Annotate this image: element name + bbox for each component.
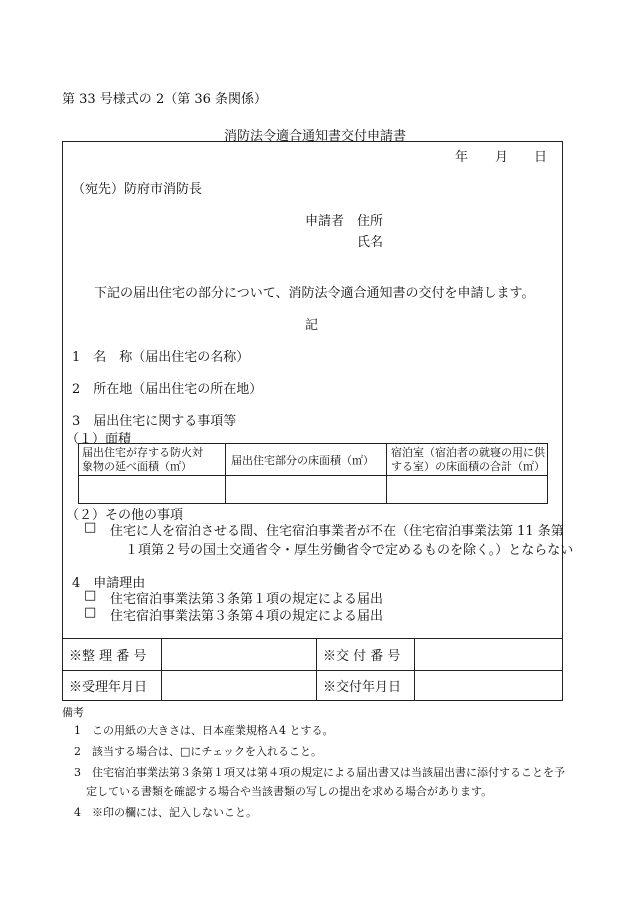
applicant-name-label: 氏名 [357,235,384,250]
seiri-value [162,639,317,671]
area-col3-value[interactable] [387,476,548,504]
area-col1-value[interactable] [79,476,226,504]
koufu-label: ※交 付 番 号 [317,639,415,671]
area-col2-header [226,444,387,476]
other-heading: （２）その他の事項 [66,508,184,523]
area-col3-header [387,444,548,476]
item2-location: 2 所在地（届出住宅の所在地） [72,382,263,397]
note-4: 4 ※印の欄には、記入しないこと。 [74,806,257,819]
reason2-checkbox[interactable]: □ [84,605,97,620]
item1-name: 1 名 称（届出住宅の名称） [72,350,250,365]
area-col1-line1: 届出住宅が存する防火対 [82,445,203,459]
notes-heading: 備考 [62,706,84,719]
note-3-line1: 3 住宅宿泊事業法第３条第１項又は第４項の規定による届出書又は当該届出書に添付することを予 [74,766,565,779]
juri-label: ※受理年月日 [63,671,162,701]
date-month: 月 [495,150,509,165]
juri-value [162,671,317,701]
note-3-line2: 定している書類を確認する場合や当該書類の写しの提出を求める場合があります。 [86,785,493,798]
other-line1: 住宅に人を宿泊させる間、住宅宿泊事業者が不在（住宅宿泊事業法第 11 条第 [110,524,564,539]
koufu-date-value [415,671,563,701]
area-col3-line2: する室）の床面積の合計（㎡） [391,459,545,473]
area-heading: （１）面積 [66,432,132,447]
note-2: 2 該当する場合は、□にチェックを入れること。 [74,745,323,758]
koufu-value [415,639,563,671]
koufu-date-label: ※交付年月日 [317,671,415,701]
area-col1-line2: 象物の延べ面積（㎡） [82,459,192,473]
reason1-checkbox[interactable]: □ [84,588,97,603]
other-checkbox[interactable]: □ [84,520,97,535]
date-year: 年 [455,150,469,165]
addressee: （宛先）防府市消防長 [72,182,203,197]
reason2-text: 住宅宿泊事業法第３条第４項の規定による届出 [110,609,384,624]
applicant-address-label: 住所 [357,214,384,229]
form-title: 消防法令適合通知書交付申請書 [223,129,406,144]
other-line2: １項第２号の国土交通省令・厚生労働省令で定めるものを除く。）とならない [125,543,574,558]
note-1: 1 この用紙の大きさは、日本産業規格Ａ4 とする。 [74,724,334,737]
area-table [78,443,548,504]
intro-text: 下記の届出住宅の部分について、消防法令適合通知書の交付を申請します。 [94,286,535,301]
area-col3-line1: 宿泊室（宿泊者の就寝の用に供 [391,445,545,459]
reason1-text: 住宅宿泊事業法第３条第１項の規定による届出 [110,592,384,607]
applicant-label: 申請者 [305,214,345,229]
seiri-label: ※整 理 番 号 [63,639,162,671]
ki-label: 記 [305,318,319,333]
area-col2-value[interactable] [226,476,387,504]
item3-heading: 3 届出住宅に関する事項等 [72,414,237,429]
area-col1-header [79,444,226,476]
area-col2-label: 届出住宅部分の床面積（㎡） [231,453,374,467]
form-number: 第 33 号様式の 2（第 36 条関係） [62,92,268,107]
date-day: 日 [534,150,548,165]
item4-heading: 4 申請理由 [72,576,146,591]
office-use-table [62,638,563,701]
